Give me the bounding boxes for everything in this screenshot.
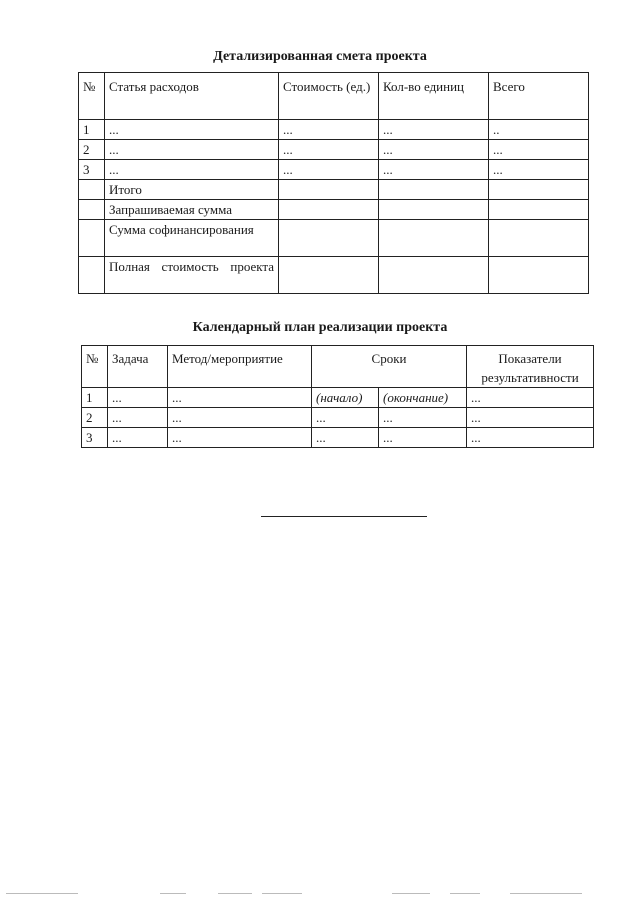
budget-summary-label-full-cost: Полная стоимость проекта bbox=[105, 257, 279, 294]
budget-row bbox=[79, 120, 589, 140]
plan-header-dates: Сроки bbox=[312, 346, 467, 388]
budget-row bbox=[79, 160, 589, 180]
budget-cell: ... bbox=[489, 160, 589, 180]
plan-row bbox=[82, 408, 594, 428]
plan-cell: ... bbox=[168, 428, 312, 448]
plan-header-method: Метод/мероприятие bbox=[168, 346, 312, 388]
budget-summary-label-requested: Запрашиваемая сумма bbox=[105, 200, 279, 220]
budget-cell: ... bbox=[279, 140, 379, 160]
budget-cell: .. bbox=[489, 120, 589, 140]
budget-header-unit-count: Кол-во единиц bbox=[379, 73, 489, 120]
budget-cell: ... bbox=[105, 120, 279, 140]
budget-summary-row bbox=[79, 220, 589, 257]
budget-cell: 1 bbox=[79, 120, 105, 140]
budget-title: Детализированная смета проекта bbox=[213, 49, 427, 64]
plan-cell-start: (начало) bbox=[312, 388, 379, 408]
plan-cell: ... bbox=[379, 408, 467, 428]
budget-summary-label-cofinancing: Сумма софинансирования bbox=[105, 220, 279, 257]
budget-table bbox=[78, 72, 589, 294]
budget-summary-row bbox=[79, 200, 589, 220]
signature-line bbox=[261, 516, 427, 517]
plan-cell: ... bbox=[108, 388, 168, 408]
plan-cell: 3 bbox=[82, 428, 108, 448]
budget-header-total: Всего bbox=[489, 73, 589, 120]
budget-cell: ... bbox=[379, 120, 489, 140]
budget-summary-row bbox=[79, 257, 589, 294]
plan-cell: ... bbox=[379, 428, 467, 448]
budget-header-expense-item: Статья расходов bbox=[105, 73, 279, 120]
plan-cell: ... bbox=[467, 388, 594, 408]
plan-cell: ... bbox=[312, 408, 379, 428]
plan-cell: ... bbox=[168, 408, 312, 428]
budget-summary-label-total: Итого bbox=[105, 180, 279, 200]
plan-header-number: № bbox=[82, 346, 108, 388]
budget-cell: 2 bbox=[79, 140, 105, 160]
plan-cell: ... bbox=[467, 408, 594, 428]
budget-cell: ... bbox=[279, 160, 379, 180]
budget-cell: ... bbox=[379, 160, 489, 180]
plan-header-indicators: Показатели результативности bbox=[467, 346, 594, 388]
plan-cell: ... bbox=[108, 428, 168, 448]
budget-cell: 3 bbox=[79, 160, 105, 180]
budget-cell: ... bbox=[105, 140, 279, 160]
plan-cell-end: (окончание) bbox=[379, 388, 467, 408]
budget-header-number: № bbox=[79, 73, 105, 120]
plan-header-task: Задача bbox=[108, 346, 168, 388]
plan-row bbox=[82, 388, 594, 408]
budget-cell: ... bbox=[279, 120, 379, 140]
budget-row bbox=[79, 140, 589, 160]
plan-cell: ... bbox=[168, 388, 312, 408]
plan-cell: 1 bbox=[82, 388, 108, 408]
plan-cell: 2 bbox=[82, 408, 108, 428]
budget-cell: ... bbox=[489, 140, 589, 160]
plan-cell: ... bbox=[108, 408, 168, 428]
plan-cell: ... bbox=[467, 428, 594, 448]
budget-summary-row bbox=[79, 180, 589, 200]
plan-header-row bbox=[82, 346, 594, 388]
budget-header-unit-cost: Стоимость (ед.) bbox=[279, 73, 379, 120]
budget-cell: ... bbox=[105, 160, 279, 180]
plan-row bbox=[82, 428, 594, 448]
plan-title: Календарный план реализации проекта bbox=[192, 320, 448, 335]
plan-cell: ... bbox=[312, 428, 379, 448]
plan-table bbox=[81, 345, 594, 448]
budget-header-row bbox=[79, 73, 589, 120]
scan-footer-marks bbox=[0, 893, 640, 899]
budget-cell: ... bbox=[379, 140, 489, 160]
